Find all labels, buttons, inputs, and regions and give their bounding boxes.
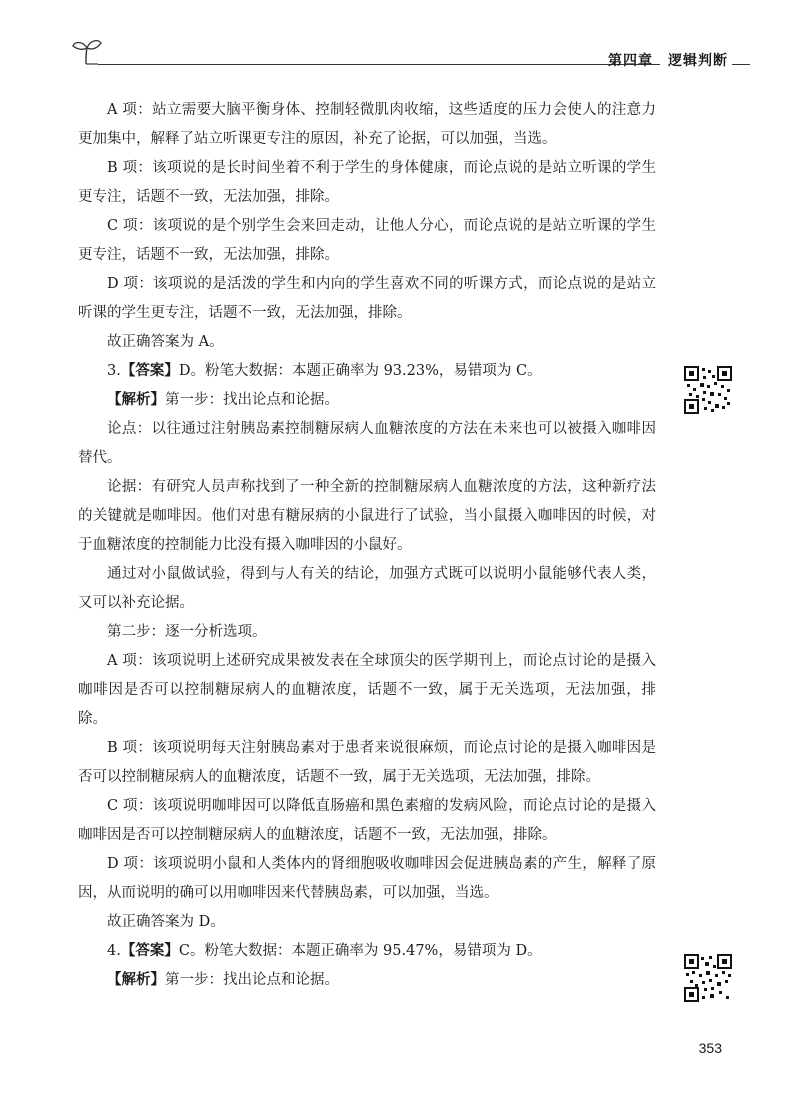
q4-answer-label: 【答案】 xyxy=(120,943,179,959)
q4-answer-line xyxy=(78,937,656,966)
q4-analysis-label: 【解析】 xyxy=(107,972,165,988)
q3-conclusion: 故正确答案为 D。 xyxy=(107,914,225,930)
paragraph-option-c: C 项：该项说的是个别学生会来回走动，让他人分心，而论点说的是站立听课的学生更专注，话题不一致，无法加强，排除。 xyxy=(78,218,656,263)
paragraph-option-a: A 项：站立需要大脑平衡身体、控制轻微肌肉收缩，这些适度的压力会使人的注意力更加集中，解释了站立听课更专注的原因，补充了论据，可以加强，当选。 xyxy=(78,102,656,147)
chapter-title: 第四章 逻辑判断 xyxy=(608,53,728,69)
header-rule-right xyxy=(732,64,750,65)
q3-analysis-text: 第一步：找出论点和论据。 xyxy=(165,392,339,408)
qr-code-icon[interactable] xyxy=(684,366,732,414)
qr-code-icon[interactable] xyxy=(684,954,732,1002)
q3-step-two: 第二步：逐一分析选项。 xyxy=(107,624,267,640)
q3-evidence: 论据：有研究人员声称找到了一种全新的控制糖尿病人血糖浓度的方法，这种新疗法的关键就是咖啡因。他们对患有糖尿病的小鼠进行了试验，当小鼠摄入咖啡因的时候，对于血糖浓度的控制能力比没有摄入咖啡因的小鼠好。 xyxy=(78,479,656,553)
q3-option-a: A 项：该项说明上述研究成果被发表在全球顶尖的医学期刊上，而论点讨论的是摄入咖啡因是否可以控制糖尿病人的血糖浓度，话题不一致，属于无关选项，无法加强，排除。 xyxy=(78,653,656,727)
q4-analysis-line xyxy=(78,966,656,995)
page-number: 353 xyxy=(698,1040,722,1056)
q3-answer-text: D。粉笔大数据：本题正确率为 93.23%，易错项为 C。 xyxy=(178,363,542,379)
q3-answer-label: 【答案】 xyxy=(120,363,179,379)
sprout-icon xyxy=(70,34,104,68)
q3-analysis-line xyxy=(78,386,656,415)
page-content xyxy=(78,96,656,995)
q3-option-c: C 项：该项说明咖啡因可以降低直肠癌和黑色素瘤的发病风险，而论点讨论的是摄入咖啡因是否可以控制糖尿病人的血糖浓度，话题不一致，无法加强，排除。 xyxy=(78,798,656,843)
q4-number: 4. xyxy=(107,943,121,959)
paragraph-option-b: B 项：该项说的是长时间坐着不利于学生的身体健康，而论点说的是站立听课的学生更专注，话题不一致，无法加强，排除。 xyxy=(78,160,656,205)
q3-option-b: B 项：该项说明每天注射胰岛素对于患者来说很麻烦，而论点讨论的是摄入咖啡因是否可以控制糖尿病人的血糖浓度，话题不一致，属于无关选项，无法加强，排除。 xyxy=(78,740,656,785)
q4-answer-text: C。粉笔大数据：本题正确率为 95.47%，易错项为 D。 xyxy=(178,943,542,959)
q3-strengthen-method: 通过对小鼠做试验，得到与人有关的结论，加强方式既可以说明小鼠能够代表人类，又可以补充论据。 xyxy=(78,566,656,611)
q3-option-d: D 项：该项说明小鼠和人类体内的肾细胞吸收咖啡因会促进胰岛素的产生，解释了原因，从而说明的确可以用咖啡因来代替胰岛素，可以加强，当选。 xyxy=(78,856,656,901)
page-header xyxy=(70,34,750,74)
q4-analysis-text: 第一步：找出论点和论据。 xyxy=(165,972,339,988)
q3-answer-line xyxy=(78,357,656,386)
q3-thesis: 论点：以往通过注射胰岛素控制糖尿病人血糖浓度的方法在未来也可以被摄入咖啡因替代。 xyxy=(78,421,656,466)
header-rule xyxy=(98,64,660,65)
paragraph-conclusion: 故正确答案为 A。 xyxy=(107,334,224,350)
q3-number: 3. xyxy=(107,363,121,379)
paragraph-option-d: D 项：该项说的是活泼的学生和内向的学生喜欢不同的听课方式，而论点说的是站立听课的学生更专注，话题不一致，无法加强，排除。 xyxy=(78,276,656,321)
q3-analysis-label: 【解析】 xyxy=(107,392,165,408)
